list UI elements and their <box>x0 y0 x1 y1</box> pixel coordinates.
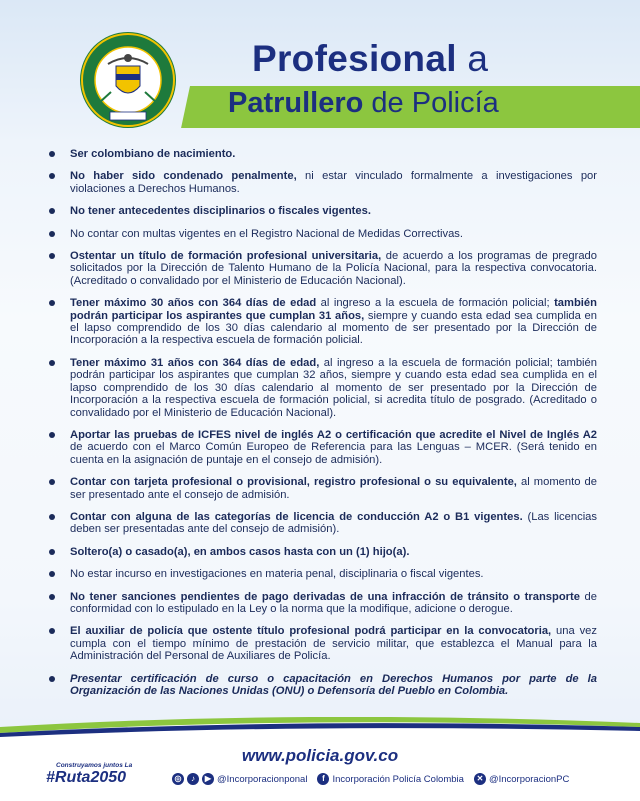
requirement-item <box>47 205 597 217</box>
requirement-item <box>47 511 597 536</box>
requirement-text-rest: de acuerdo a los programas de pregrado solicitados por la Dirección de Talento Humano de la Policía Nacional, para la respectiva convocatoria. (Acreditado o convalidado por el Ministerio de Educación Nacional). <box>70 250 597 287</box>
bullet-icon <box>49 208 55 214</box>
requirement-text-bold: Ostentar un título de formación profesional universitaria, <box>70 250 382 263</box>
requirement-text-rest: ni estar vinculado formalmente a investigaciones por violaciones a Derechos Humanos. <box>70 170 597 195</box>
requirement-text-rest: No contar con multas vigentes en el Registro Nacional de Medidas Correctivas. <box>70 227 463 240</box>
bullet-icon <box>49 571 55 577</box>
requirement-text-bold: No tener sanciones pendientes de pago derivadas de una infracción de tránsito o transporte <box>70 590 580 603</box>
page-title-line-1 <box>252 38 488 80</box>
requirement-text-bold: Contar con alguna de las categorías de licencia de conducción A2 o B1 vigentes. <box>70 510 523 523</box>
bullet-icon <box>49 549 55 555</box>
requirement-item <box>47 170 597 195</box>
requirement-item <box>47 625 597 662</box>
page-title-line-2 <box>228 87 499 120</box>
requirement-text-rest: de conformidad con lo estipulado en la Ley o la norma que la modifique, adicione o derogue. <box>70 590 597 615</box>
title-light-1: a <box>456 38 489 79</box>
requirement-text-bold: Tener máximo 30 años con 364 días de edad <box>70 297 317 310</box>
campaign-year: 2050 <box>90 769 127 786</box>
requirement-text-bold: Aportar las pruebas de ICFES nivel de inglés A2 o certificación que acredite el Nivel de Inglés A2 <box>70 428 597 441</box>
requirement-item <box>47 591 597 616</box>
requirement-item <box>47 250 597 287</box>
campaign-tagline: Construyamos juntos La <box>56 762 133 769</box>
requirement-text-bold: No tener antecedentes disciplinarios o fiscales vigentes. <box>70 205 371 218</box>
x-icon[interactable]: ✕ <box>474 773 486 785</box>
facebook-icon[interactable]: f <box>317 773 329 785</box>
header <box>0 0 640 145</box>
requirement-item <box>47 297 597 347</box>
requirement-item <box>47 546 597 558</box>
requirement-text-rest: de acuerdo con el Marco Común Europeo de Referencia para las Lenguas – MCER. (Será tenido en cuenta en la asignación de puntaje en el consejo de admisión). <box>70 441 597 466</box>
youtube-icon[interactable]: ▶ <box>202 773 214 785</box>
requirement-item <box>47 476 597 501</box>
requirement-text-bold: Ser colombiano de nacimiento. <box>70 148 236 160</box>
title-bold-2: Patrullero <box>228 87 364 119</box>
social-facebook[interactable]: Incorporación Policía Colombia <box>332 773 464 785</box>
requirement-item <box>47 568 597 580</box>
requirement-item <box>47 228 597 240</box>
bullet-icon <box>49 300 55 306</box>
bullet-icon <box>49 151 55 157</box>
requirements-list <box>47 148 597 707</box>
requirement-item <box>47 673 597 698</box>
requirement-text-bold: Soltero(a) o casado(a), en ambos casos hasta con un (1) hijo(a). <box>70 545 410 558</box>
requirement-text-rest: al momento de ser presentado ante el consejo de admisión. <box>70 476 597 501</box>
requirement-text-bold: Contar con tarjeta profesional o provisional, registro profesional o su equivalente, <box>70 476 517 489</box>
bullet-icon <box>49 594 55 600</box>
bullet-icon <box>49 479 55 485</box>
bullet-icon <box>49 628 55 634</box>
social-x[interactable]: @IncorporacionPC <box>488 773 570 785</box>
campaign-hashtag <box>46 769 126 787</box>
requirement-text-bold: No haber sido condenado penalmente, <box>70 170 297 183</box>
bullet-icon <box>49 432 55 438</box>
bullet-icon <box>49 173 55 179</box>
requirement-text-bold2: también podrán participar los aspirantes que cumplan 31 años, <box>70 297 597 322</box>
requirement-item <box>47 148 597 160</box>
instagram-icon[interactable]: ◎ <box>172 773 184 785</box>
requirement-text-bold: El auxiliar de policía que ostente título profesional podrá participar en la convocatoria, <box>70 625 552 638</box>
requirement-text-rest: una vez cumpla con el tiempo mínimo de prestación de servicio militar, que establezca el Manual para la Administración del Personal de Auxiliares de Policía. <box>70 625 597 663</box>
bullet-icon <box>49 360 55 366</box>
police-seal-logo <box>78 30 178 130</box>
social-links <box>172 771 569 787</box>
bullet-icon <box>49 514 55 520</box>
requirement-text-rest: al ingreso a la escuela de formación policial; también podrán participar los aspirantes que cumplan 32 años, siempre y cuando esta edad sea cumplida en el lapso comprendido de los 30 días calendario al momento de ser presentado por la Dirección de Incorporación a la respectiva escuela de formación policial, si acredita título de posgrado. (Acreditado o convalidado por el Ministerio de Educación Nacional). <box>70 356 597 419</box>
campaign-logo <box>46 762 176 792</box>
requirement-text-bolditalic: Presentar certificación de curso o capacitación en Derechos Humanos por parte de la Organización de las Naciones Unidas (ONU) o Defensoría del Pueblo en Colombia. <box>70 672 597 697</box>
tiktok-icon[interactable]: ♪ <box>187 773 199 785</box>
requirement-text-rest: al ingreso a la escuela de formación policial; <box>316 297 555 310</box>
title-light-2: de Policía <box>363 87 499 119</box>
bullet-icon <box>49 253 55 259</box>
bullet-icon <box>49 231 55 237</box>
website-link[interactable]: www.policia.gov.co <box>241 746 399 765</box>
campaign-hash: #Ruta <box>46 769 91 786</box>
requirement-text-rest: No estar incurso en investigaciones en materia penal, disciplinaria o fiscal vigentes. <box>70 568 484 581</box>
requirement-item <box>47 357 597 419</box>
bullet-icon <box>49 676 55 682</box>
requirement-text-bold: Tener máximo 31 años con 364 días de edad, <box>70 356 320 369</box>
requirement-item <box>47 429 597 466</box>
social-handle-1[interactable]: @Incorporacionponal <box>217 773 308 785</box>
title-bold-1: Profesional <box>252 38 457 79</box>
requirement-text-rest: (Las licencias deben ser presentadas ante del consejo de admisión). <box>70 510 597 536</box>
requirement-text-rest2: siempre y cuando esta edad sea cumplida en el lapso comprendido de los 30 días calendario al momento de ser presentado por la Dirección de Incorporación a la respectiva escuela de formación policial. <box>70 309 597 347</box>
